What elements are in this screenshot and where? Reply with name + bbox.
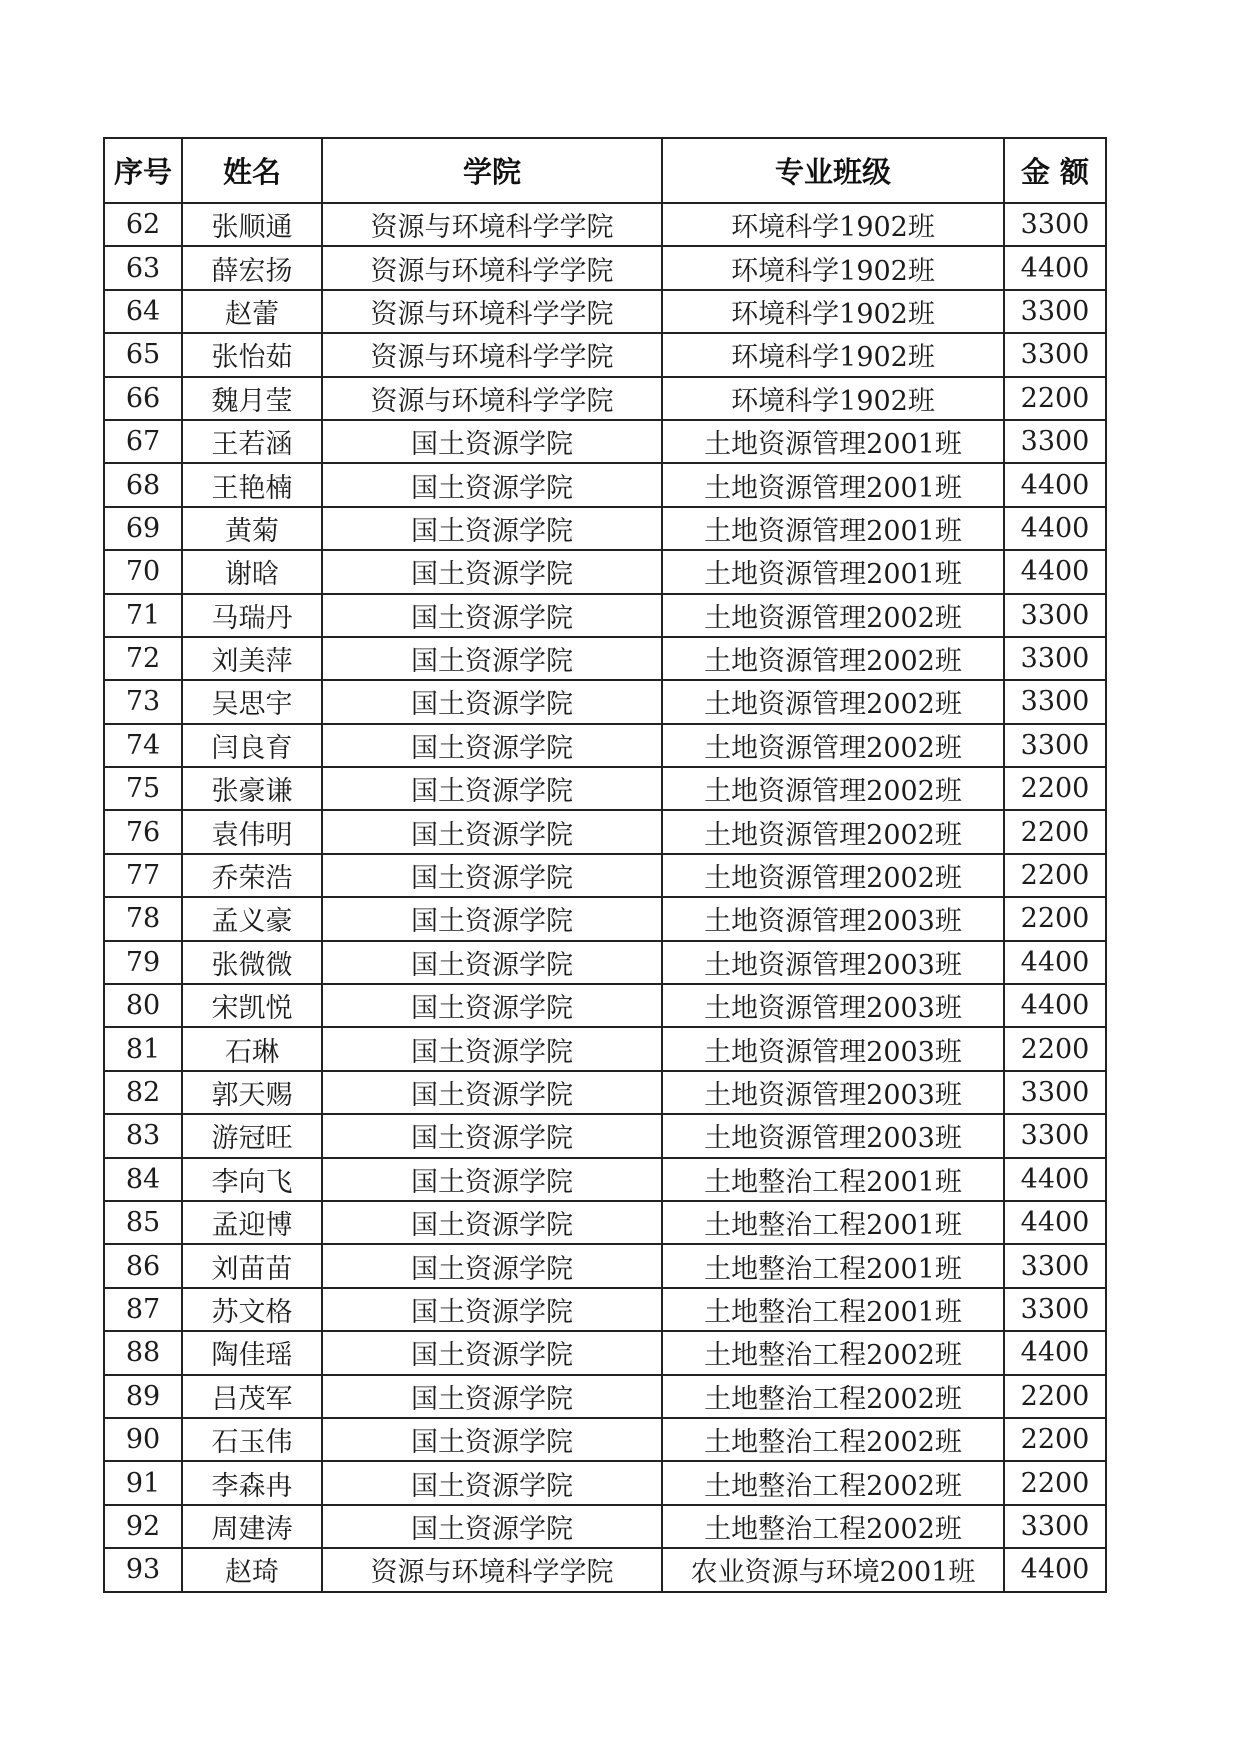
cell-major-class: 土地整治工程2001班 (662, 1201, 1004, 1244)
cell-serial-number: 65 (104, 333, 182, 376)
table-row (104, 724, 1106, 767)
cell-serial-number: 71 (104, 594, 182, 637)
cell-serial-number: 81 (104, 1027, 182, 1070)
cell-college: 国土资源学院 (322, 1201, 662, 1244)
cell-serial-number: 77 (104, 854, 182, 897)
cell-amount: 3300 (1004, 1244, 1106, 1287)
cell-major-class: 环境科学1902班 (662, 333, 1004, 376)
cell-serial-number: 82 (104, 1071, 182, 1114)
cell-name: 李森冉 (182, 1461, 322, 1504)
table-row (104, 1071, 1106, 1114)
cell-name: 宋凯悦 (182, 984, 322, 1027)
cell-major-class: 土地资源管理2001班 (662, 550, 1004, 593)
cell-college: 国土资源学院 (322, 1375, 662, 1418)
table-row (104, 290, 1106, 333)
cell-major-class: 土地整治工程2002班 (662, 1375, 1004, 1418)
cell-amount: 2200 (1004, 854, 1106, 897)
table-row (104, 463, 1106, 506)
cell-serial-number: 66 (104, 377, 182, 420)
cell-amount: 4400 (1004, 463, 1106, 506)
cell-major-class: 环境科学1902班 (662, 203, 1004, 246)
cell-major-class: 土地整治工程2002班 (662, 1418, 1004, 1461)
cell-name: 李向飞 (182, 1158, 322, 1201)
cell-amount: 2200 (1004, 377, 1106, 420)
cell-amount: 3300 (1004, 724, 1106, 767)
cell-college: 国土资源学院 (322, 724, 662, 767)
cell-serial-number: 78 (104, 897, 182, 940)
cell-serial-number: 86 (104, 1244, 182, 1287)
cell-name: 郭天赐 (182, 1071, 322, 1114)
cell-name: 闫良育 (182, 724, 322, 767)
cell-name: 赵琦 (182, 1548, 322, 1591)
cell-amount: 4400 (1004, 1331, 1106, 1374)
table-row (104, 1158, 1106, 1201)
cell-college: 国土资源学院 (322, 1331, 662, 1374)
cell-name: 张豪谦 (182, 767, 322, 810)
cell-major-class: 土地资源管理2003班 (662, 984, 1004, 1027)
cell-college: 国土资源学院 (322, 594, 662, 637)
table-row (104, 1505, 1106, 1548)
cell-amount: 3300 (1004, 1071, 1106, 1114)
table-row (104, 984, 1106, 1027)
table-row (104, 550, 1106, 593)
table-row (104, 333, 1106, 376)
cell-college: 国土资源学院 (322, 680, 662, 723)
cell-college: 国土资源学院 (322, 1071, 662, 1114)
table-row (104, 246, 1106, 289)
table-row (104, 941, 1106, 984)
table-header-row (104, 138, 1106, 203)
cell-serial-number: 79 (104, 941, 182, 984)
cell-name: 袁伟明 (182, 810, 322, 853)
cell-amount: 2200 (1004, 810, 1106, 853)
table-row (104, 377, 1106, 420)
cell-major-class: 土地资源管理2002班 (662, 767, 1004, 810)
cell-serial-number: 93 (104, 1548, 182, 1591)
cell-name: 刘苗苗 (182, 1244, 322, 1287)
cell-major-class: 土地资源管理2001班 (662, 463, 1004, 506)
cell-college: 资源与环境科学学院 (322, 203, 662, 246)
cell-amount: 3300 (1004, 594, 1106, 637)
cell-college: 资源与环境科学学院 (322, 290, 662, 333)
header-serial-number: 序号 (104, 138, 182, 203)
cell-major-class: 土地资源管理2002班 (662, 810, 1004, 853)
cell-serial-number: 83 (104, 1114, 182, 1157)
cell-amount: 4400 (1004, 941, 1106, 984)
cell-name: 石琳 (182, 1027, 322, 1070)
cell-college: 国土资源学院 (322, 941, 662, 984)
cell-major-class: 土地整治工程2002班 (662, 1331, 1004, 1374)
cell-major-class: 土地整治工程2002班 (662, 1505, 1004, 1548)
cell-serial-number: 68 (104, 463, 182, 506)
cell-amount: 3300 (1004, 290, 1106, 333)
cell-name: 周建涛 (182, 1505, 322, 1548)
cell-major-class: 环境科学1902班 (662, 290, 1004, 333)
cell-amount: 3300 (1004, 1505, 1106, 1548)
cell-name: 吴思宇 (182, 680, 322, 723)
header-major-class: 专业班级 (662, 138, 1004, 203)
cell-serial-number: 87 (104, 1288, 182, 1331)
cell-name: 马瑞丹 (182, 594, 322, 637)
cell-amount: 4400 (1004, 507, 1106, 550)
cell-name: 王若涵 (182, 420, 322, 463)
cell-major-class: 土地资源管理2003班 (662, 1071, 1004, 1114)
cell-amount: 3300 (1004, 203, 1106, 246)
cell-name: 孟义豪 (182, 897, 322, 940)
cell-major-class: 土地资源管理2003班 (662, 897, 1004, 940)
table-row (104, 1027, 1106, 1070)
cell-name: 孟迎博 (182, 1201, 322, 1244)
cell-name: 石玉伟 (182, 1418, 322, 1461)
table-row (104, 1548, 1106, 1591)
cell-college: 国土资源学院 (322, 463, 662, 506)
cell-major-class: 土地资源管理2002班 (662, 724, 1004, 767)
cell-major-class: 土地资源管理2002班 (662, 680, 1004, 723)
cell-major-class: 土地整治工程2001班 (662, 1158, 1004, 1201)
cell-serial-number: 72 (104, 637, 182, 680)
cell-college: 资源与环境科学学院 (322, 246, 662, 289)
cell-amount: 2200 (1004, 1027, 1106, 1070)
cell-serial-number: 90 (104, 1418, 182, 1461)
table-row (104, 1244, 1106, 1287)
cell-college: 国土资源学院 (322, 810, 662, 853)
cell-serial-number: 69 (104, 507, 182, 550)
cell-serial-number: 73 (104, 680, 182, 723)
table-row (104, 1461, 1106, 1504)
cell-name: 张微微 (182, 941, 322, 984)
cell-amount: 2200 (1004, 1375, 1106, 1418)
cell-college: 国土资源学院 (322, 1244, 662, 1287)
header-name: 姓名 (182, 138, 322, 203)
cell-serial-number: 67 (104, 420, 182, 463)
cell-serial-number: 92 (104, 1505, 182, 1548)
cell-name: 张怡茹 (182, 333, 322, 376)
cell-name: 赵蕾 (182, 290, 322, 333)
cell-major-class: 土地资源管理2002班 (662, 854, 1004, 897)
table-row (104, 1418, 1106, 1461)
cell-major-class: 土地资源管理2002班 (662, 594, 1004, 637)
table-row (104, 637, 1106, 680)
cell-college: 资源与环境科学学院 (322, 1548, 662, 1591)
table-row (104, 1288, 1106, 1331)
table-row (104, 767, 1106, 810)
cell-name: 苏文格 (182, 1288, 322, 1331)
cell-amount: 3300 (1004, 1288, 1106, 1331)
cell-name: 魏月莹 (182, 377, 322, 420)
table-row (104, 897, 1106, 940)
cell-serial-number: 64 (104, 290, 182, 333)
cell-major-class: 环境科学1902班 (662, 377, 1004, 420)
cell-amount: 2200 (1004, 1461, 1106, 1504)
cell-name: 谢晗 (182, 550, 322, 593)
cell-name: 王艳楠 (182, 463, 322, 506)
cell-name: 黄菊 (182, 507, 322, 550)
cell-college: 国土资源学院 (322, 984, 662, 1027)
cell-name: 乔荣浩 (182, 854, 322, 897)
cell-amount: 3300 (1004, 1114, 1106, 1157)
cell-major-class: 土地资源管理2003班 (662, 941, 1004, 984)
cell-major-class: 土地整治工程2001班 (662, 1244, 1004, 1287)
cell-college: 国土资源学院 (322, 1158, 662, 1201)
cell-serial-number: 88 (104, 1331, 182, 1374)
table-row (104, 420, 1106, 463)
cell-college: 国土资源学院 (322, 1418, 662, 1461)
cell-college: 国土资源学院 (322, 1505, 662, 1548)
cell-college: 国土资源学院 (322, 507, 662, 550)
cell-college: 国土资源学院 (322, 897, 662, 940)
cell-amount: 3300 (1004, 333, 1106, 376)
cell-amount: 3300 (1004, 420, 1106, 463)
cell-amount: 4400 (1004, 1201, 1106, 1244)
cell-major-class: 土地资源管理2002班 (662, 637, 1004, 680)
cell-college: 国土资源学院 (322, 1461, 662, 1504)
table-row (104, 507, 1106, 550)
cell-serial-number: 75 (104, 767, 182, 810)
cell-college: 国土资源学院 (322, 1027, 662, 1070)
cell-college: 资源与环境科学学院 (322, 377, 662, 420)
cell-serial-number: 62 (104, 203, 182, 246)
table-row (104, 680, 1106, 723)
cell-major-class: 农业资源与环境2001班 (662, 1548, 1004, 1591)
table-row (104, 1375, 1106, 1418)
table-body (104, 203, 1106, 1592)
cell-major-class: 土地资源管理2001班 (662, 507, 1004, 550)
cell-major-class: 土地资源管理2003班 (662, 1027, 1004, 1070)
cell-serial-number: 80 (104, 984, 182, 1027)
cell-college: 国土资源学院 (322, 767, 662, 810)
cell-amount: 4400 (1004, 246, 1106, 289)
cell-serial-number: 63 (104, 246, 182, 289)
cell-serial-number: 84 (104, 1158, 182, 1201)
table-row (104, 810, 1106, 853)
cell-serial-number: 76 (104, 810, 182, 853)
cell-name: 刘美萍 (182, 637, 322, 680)
table-row (104, 854, 1106, 897)
cell-major-class: 土地整治工程2001班 (662, 1288, 1004, 1331)
table-row (104, 1331, 1106, 1374)
cell-serial-number: 74 (104, 724, 182, 767)
cell-serial-number: 85 (104, 1201, 182, 1244)
header-college: 学院 (322, 138, 662, 203)
cell-amount: 3300 (1004, 680, 1106, 723)
table-row (104, 1201, 1106, 1244)
cell-amount: 4400 (1004, 1548, 1106, 1591)
table-row (104, 594, 1106, 637)
cell-college: 国土资源学院 (322, 1288, 662, 1331)
cell-college: 国土资源学院 (322, 550, 662, 593)
cell-major-class: 环境科学1902班 (662, 246, 1004, 289)
cell-amount: 3300 (1004, 637, 1106, 680)
cell-serial-number: 70 (104, 550, 182, 593)
cell-amount: 4400 (1004, 550, 1106, 593)
cell-name: 陶佳瑶 (182, 1331, 322, 1374)
cell-college: 国土资源学院 (322, 1114, 662, 1157)
cell-name: 游冠旺 (182, 1114, 322, 1157)
cell-amount: 4400 (1004, 1158, 1106, 1201)
table-row (104, 203, 1106, 246)
cell-serial-number: 91 (104, 1461, 182, 1504)
cell-amount: 2200 (1004, 897, 1106, 940)
cell-college: 国土资源学院 (322, 854, 662, 897)
cell-name: 张顺通 (182, 203, 322, 246)
cell-serial-number: 89 (104, 1375, 182, 1418)
cell-college: 资源与环境科学学院 (322, 333, 662, 376)
cell-major-class: 土地资源管理2001班 (662, 420, 1004, 463)
table-row (104, 1114, 1106, 1157)
roster-table (103, 137, 1107, 1593)
cell-amount: 4400 (1004, 984, 1106, 1027)
cell-name: 薛宏扬 (182, 246, 322, 289)
cell-college: 国土资源学院 (322, 420, 662, 463)
cell-major-class: 土地整治工程2002班 (662, 1461, 1004, 1504)
header-amount: 金 额 (1004, 138, 1106, 203)
cell-amount: 2200 (1004, 1418, 1106, 1461)
cell-major-class: 土地资源管理2003班 (662, 1114, 1004, 1157)
cell-college: 国土资源学院 (322, 637, 662, 680)
cell-name: 吕茂军 (182, 1375, 322, 1418)
cell-amount: 2200 (1004, 767, 1106, 810)
